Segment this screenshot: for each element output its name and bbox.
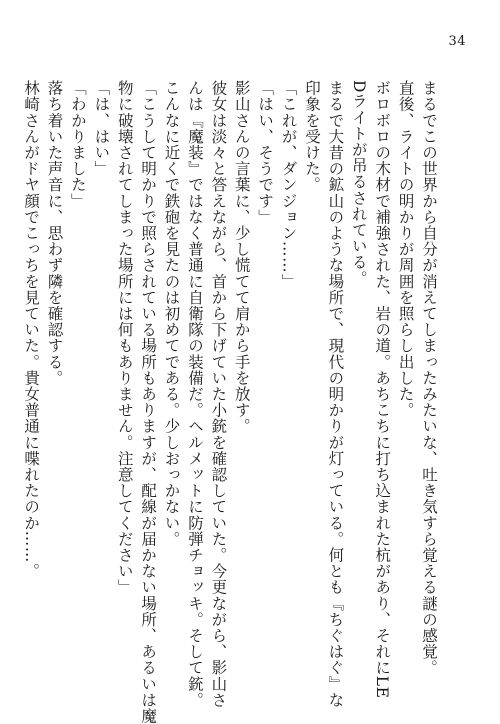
page-number: 34 — [448, 34, 466, 49]
text-line: Dライトが吊るされている。 — [349, 80, 368, 287]
text-line: 物に破壊されてしまった場所には何もありません。注意してください」 — [115, 80, 134, 596]
text-line: んは『魔装』ではなく普通に自衛隊の装備だ。ヘルメットに防弾チョッキ。そして銃。 — [185, 80, 204, 708]
text-line: 「わかりました」 — [68, 80, 87, 209]
text-line: 影山さんの言葉に、少し慌てて肩から手を放す。 — [232, 80, 251, 435]
text-line: 彼女は淡々と答えながら、首から下げていた小銃を確認していた。今更ながら、影山さ — [209, 80, 228, 708]
text-line: 「はい、そうです」 — [256, 80, 275, 225]
text-line: 「これが、ダンジョン……」 — [279, 80, 298, 290]
vertical-text-body — [22, 80, 440, 724]
text-line: ボロボロの木材で補強された、岩の道。あちこちに打ち込まれた杭があり、それにLE — [373, 80, 392, 699]
text-line: 林崎さんがドヤ顔でこっちを見ていた。貴女普通に喋れたのか……。 — [22, 80, 41, 580]
text-line: 「こうして明かりで照らされている場所もありますが、配線が届かない場所、あるいは魔 — [139, 80, 158, 724]
text-line: 落ち着いた声音に、思わず隣を確認する。 — [45, 80, 64, 386]
text-line: 直後、ライトの明かりが周囲を照らし出した。 — [396, 80, 415, 419]
text-line: こんなに近くで鉄砲を見たのは初めてである。少しおっかない。 — [162, 80, 181, 547]
text-line: まるでこの世界から自分が消えてしまったみたいな、吐き気すら覚える謎の感覚。 — [420, 80, 438, 676]
text-line: まるで大昔の鉱山のような場所で、現代の明かりが灯っている。何とも『ちぐはぐ』な — [326, 80, 345, 708]
text-line: 「は、はい」 — [92, 80, 111, 177]
text-line: 印象を受けた。 — [302, 80, 321, 193]
